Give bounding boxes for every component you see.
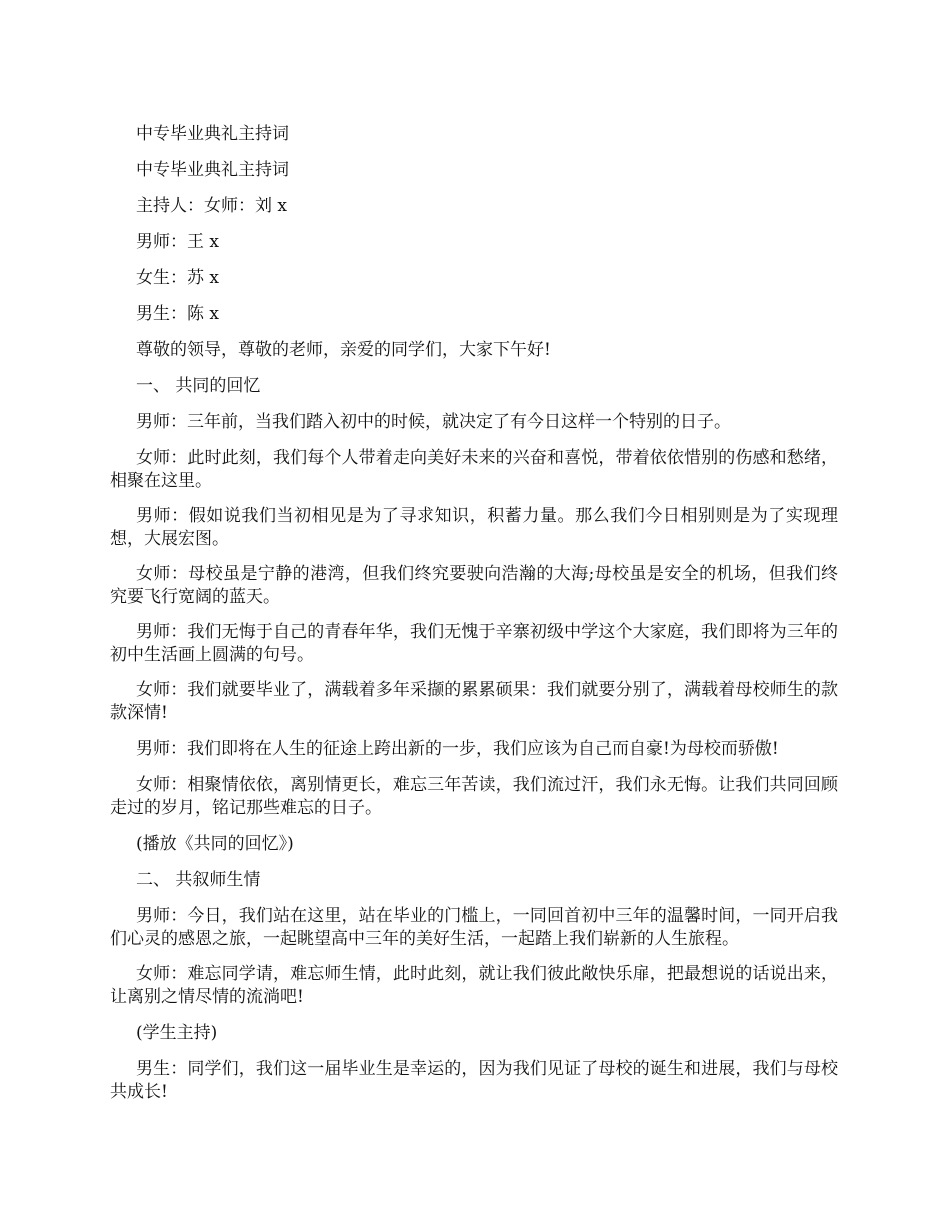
dialogue-paragraph: 男师：我们即将在人生的征途上跨出新的一步，我们应该为自己而自豪!为母校而骄傲! (136, 739, 779, 759)
stage-direction: (播放《共同的回忆》) (136, 834, 294, 854)
dialogue-paragraph: 男师：假如说我们当初相见是为了寻求知识，积蓄力量。那么我们今日相别则是为了实现理想，大展宏图。 (110, 506, 838, 549)
dialogue-paragraph: 女师：此时此刻，我们每个人带着走向美好未来的兴奋和喜悦，带着依依惜别的伤感和愁绪，相聚在这里。 (110, 448, 838, 491)
host-line: 女生：苏 x (136, 268, 219, 288)
dialogue-paragraph: 男生：同学们，我们这一届毕业生是幸运的，因为我们见证了母校的诞生和进展，我们与母校共成长! (110, 1059, 838, 1102)
dialogue-paragraph: 女师：难忘同学请，难忘师生情，此时此刻，就让我们彼此敞快乐扉，把最想说的话说出来，让离别之情尽情的流淌吧! (110, 964, 838, 1007)
section-heading: 一、 共同的回忆 (136, 376, 261, 396)
host-line: 男师：王 x (136, 232, 219, 252)
dialogue-paragraph: 男师：我们无悔于自己的青春年华，我们无愧于辛寨初级中学这个大家庭，我们即将为三年的初中生活画上圆满的句号。 (110, 622, 838, 665)
stage-direction: (学生主持) (136, 1023, 218, 1043)
doc-subtitle: 中专毕业典礼主持词 (136, 160, 289, 180)
dialogue-paragraph: 女师：我们就要毕业了，满载着多年采撷的累累硕果：我们就要分别了，满载着母校师生的款款深情! (110, 680, 838, 723)
doc-title: 中专毕业典礼主持词 (136, 124, 289, 144)
greeting: 尊敬的领导，尊敬的老师，亲爱的同学们，大家下午好! (136, 340, 551, 360)
dialogue-paragraph: 男师：三年前，当我们踏入初中的时候，就决定了有今日这样一个特别的日子。 (136, 412, 731, 432)
section-heading: 二、 共叙师生情 (136, 870, 261, 890)
dialogue-paragraph: 女师：母校虽是宁静的港湾，但我们终究要驶向浩瀚的大海;母校虽是安全的机场，但我们终究要飞行宽阔的蓝天。 (110, 564, 838, 607)
dialogue-paragraph: 女师：相聚情依依，离别情更长，难忘三年苦读，我们流过汗，我们永无悔。让我们共同回顾走过的岁月，铭记那些难忘的日子。 (110, 775, 838, 818)
host-line: 主持人：女师：刘 x (136, 196, 287, 216)
host-line: 男生：陈 x (136, 304, 219, 324)
dialogue-paragraph: 男师：今日，我们站在这里，站在毕业的门槛上，一同回首初中三年的温馨时间，一同开启我们心灵的感恩之旅，一起眺望高中三年的美好生活，一起踏上我们崭新的人生旅程。 (110, 906, 838, 949)
